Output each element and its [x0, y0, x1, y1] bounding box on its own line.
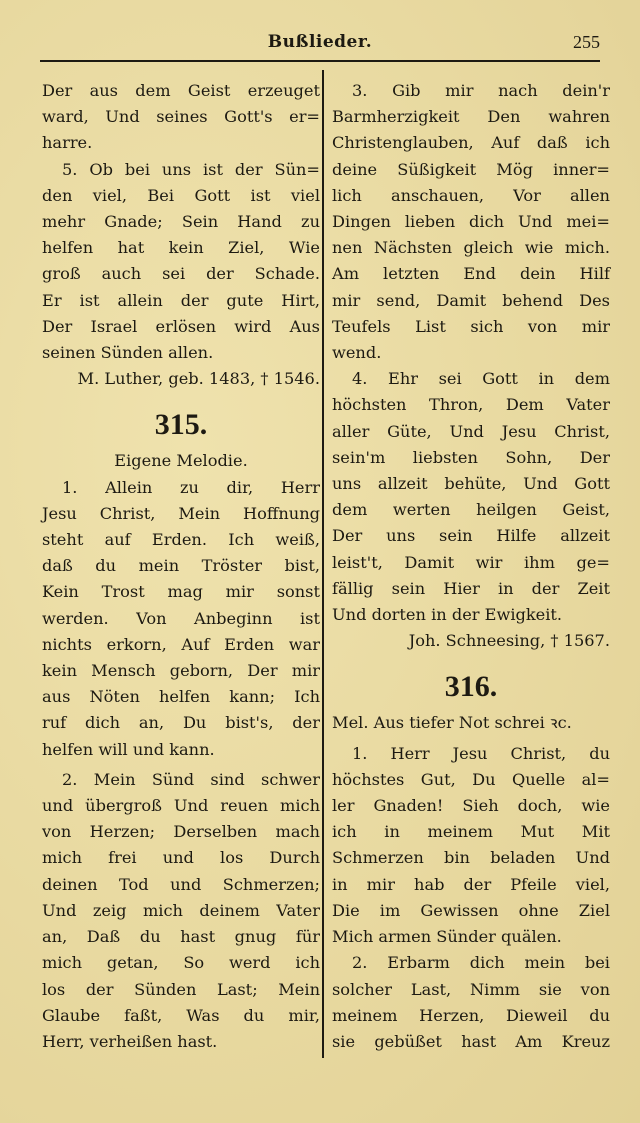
author-attribution: M. Luther, geb. 1483, † 1546. — [77, 369, 320, 389]
hymn-315-verse-1 — [42, 475, 320, 763]
verse-line: 3. Gib mir nach dein'r — [352, 81, 610, 100]
hymn-number-316: 316. — [444, 670, 498, 704]
verse-line: nichts erkorn, Auf Erden war — [42, 634, 320, 654]
verse-line: seinen Sünden allen. — [42, 343, 214, 363]
verse-line: werden. Von Anbeginn ist — [42, 608, 320, 628]
verse-line: aller Güte, Und Jesu Christ, — [332, 421, 610, 441]
verse-line: steht auf Erden. Ich weiß, — [42, 530, 320, 550]
verse-line: sie gebüßet hast Am Kreuz — [332, 1031, 610, 1051]
hymn-315-verse-3 — [332, 78, 610, 366]
verse-line: 2. Erbarm dich mein bei — [352, 953, 610, 973]
text-line: Der aus dem Geist erzeuget — [42, 81, 320, 100]
verse-line: ich in meinem Mut Mit — [332, 822, 610, 842]
verse-line: Und zeig mich deinem Vater — [42, 900, 320, 920]
verse-line: helfen hat kein Ziel, Wie — [42, 238, 320, 258]
verse-line: höchstes Gut, Du Quelle al= — [332, 769, 610, 789]
verse-line: 4. Ehr sei Gott in dem — [352, 369, 610, 389]
verse-line: deine Süßigkeit Mög inner= — [332, 159, 610, 179]
verse-line: Barmherzigkeit Den wahren — [332, 107, 610, 127]
header-rule — [40, 60, 600, 62]
verse-line: 5. Ob bei uns ist der Sün= — [62, 159, 320, 179]
running-head — [40, 30, 600, 58]
verse-line: Mich armen Sünder quälen. — [332, 927, 562, 947]
verse-line: 1. Herr Jesu Christ, du — [352, 743, 610, 763]
verse-line: Am letzten End dein Hilf — [332, 264, 610, 284]
verse-line: Herr, verheißen hast. — [42, 1031, 218, 1051]
verse-line: Er ist allein der gute Hirt, — [42, 290, 320, 310]
verse-line: Schmerzen bin beladen Und — [332, 848, 610, 868]
verse-line: leist't, Damit wir ihm ge= — [332, 552, 610, 572]
hymn-314-verse-5 — [42, 157, 320, 367]
text-line: harre. — [42, 133, 93, 153]
verse-line: Glaube faßt, Was du mir, — [42, 1005, 320, 1025]
hymn-316-verse-2 — [332, 950, 610, 1055]
melody-note: Mel. Aus tiefer Not schrei ꝛc. — [332, 713, 572, 733]
verse-line: von Herzen; Derselben mach — [42, 822, 320, 842]
verse-line: mich frei und los Durch — [42, 848, 320, 868]
verse-line: und übergroß Und reuen mich — [42, 796, 320, 816]
verse-line: an, Daß du hast gnug für — [42, 927, 320, 947]
column-divider — [322, 70, 324, 1058]
verse-line: uns allzeit behüte, Und Gott — [332, 474, 610, 494]
verse-line: solcher Last, Nimm sie von — [332, 979, 610, 999]
verse-line: Dingen lieben dich Und mei= — [332, 212, 610, 232]
verse-line: Der Israel erlösen wird Aus — [42, 316, 320, 336]
verse-line: daß du mein Tröster bist, — [42, 556, 320, 576]
hymn-315-verse-2 — [42, 767, 320, 1055]
verse-line: höchsten Thron, Dem Vater — [332, 395, 610, 415]
verse-line: 1. Allein zu dir, Herr — [62, 477, 320, 497]
verse-line: ruf dich an, Du bist's, der — [42, 713, 320, 733]
verse-line: groß auch sei der Schade. — [42, 264, 320, 284]
left-column — [42, 78, 320, 1055]
verse-line: Kein Trost mag mir sonst — [42, 582, 320, 602]
right-column — [332, 78, 610, 1055]
page-number: 255 — [573, 32, 600, 52]
verse-line: wend. — [332, 343, 382, 363]
verse-line: Jesu Christ, Mein Hoffnung — [42, 503, 320, 523]
verse-line: deinen Tod und Schmerzen; — [42, 874, 320, 894]
verse-line: Teufels List sich von mir — [332, 316, 610, 336]
running-title: Bußlieder. — [267, 32, 373, 52]
hymn-315-verse-4 — [332, 366, 610, 628]
verse-line: Der uns sein Hilfe allzeit — [332, 526, 610, 546]
verse-line: Und dorten in der Ewigkeit. — [332, 605, 563, 625]
verse-line: 2. Mein Sünd sind schwer — [62, 769, 320, 789]
verse-line: den viel, Bei Gott ist viel — [42, 185, 320, 205]
verse-line: mich getan, So werd ich — [42, 953, 320, 973]
hymn-number-315: 315. — [154, 408, 208, 442]
verse-line: sein'm liebsten Sohn, Der — [332, 447, 610, 467]
verse-line: in mir hab der Pfeile viel, — [332, 874, 610, 894]
verse-line: lich anschauen, Vor allen — [332, 185, 610, 205]
verse-line: fällig sein Hier in der Zeit — [332, 578, 610, 598]
verse-line: los der Sünden Last; Mein — [42, 979, 320, 999]
verse-line: ler Gnaden! Sieh doch, wie — [332, 796, 610, 816]
verse-line: aus Nöten helfen kann; Ich — [42, 687, 320, 707]
verse-line: nen Nächsten gleich wie mich. — [332, 238, 610, 258]
author-attribution: Joh. Schneesing, † 1567. — [408, 631, 610, 651]
verse-line: mir send, Damit behend Des — [332, 290, 610, 310]
melody-note: Eigene Melodie. — [114, 451, 248, 471]
verse-line: kein Mensch geborn, Der mir — [42, 661, 320, 681]
hymn-316-verse-1 — [332, 741, 610, 951]
verse-line: mehr Gnade; Sein Hand zu — [42, 212, 320, 232]
verse-line: Christenglauben, Auf daß ich — [332, 133, 610, 153]
verse-line: Die im Gewissen ohne Ziel — [332, 900, 610, 920]
text-line: ward, Und seines Gott's er= — [42, 107, 320, 127]
hymn-314-continuation — [42, 78, 320, 157]
verse-line: meinem Herzen, Dieweil du — [332, 1005, 610, 1025]
verse-line: helfen will und kann. — [42, 739, 215, 759]
verse-line: dem werten heilgen Geist, — [332, 500, 610, 520]
